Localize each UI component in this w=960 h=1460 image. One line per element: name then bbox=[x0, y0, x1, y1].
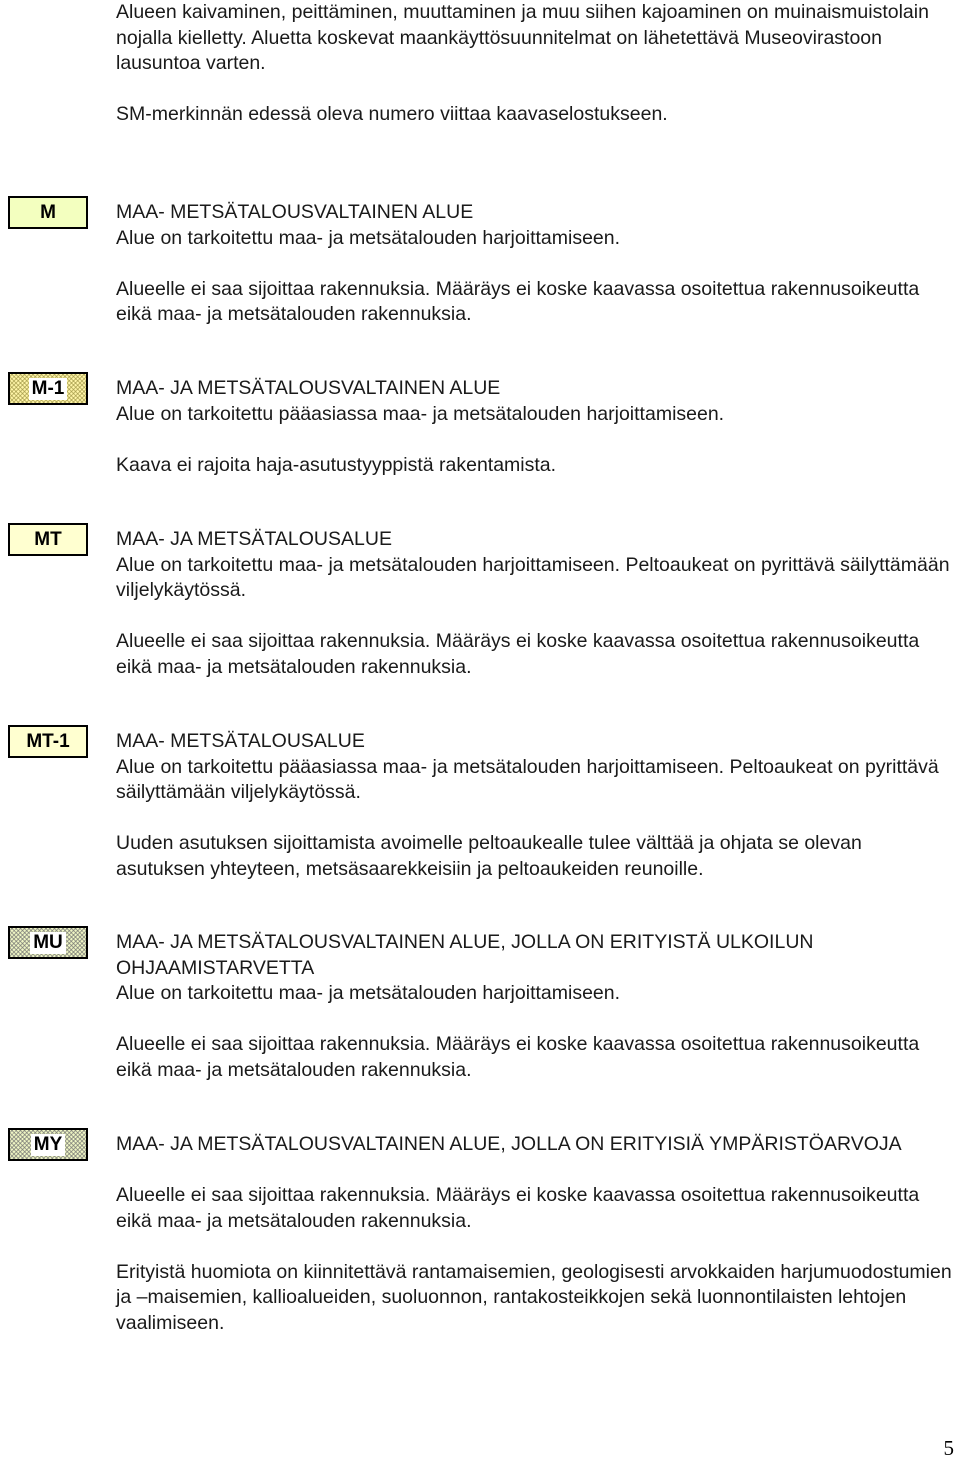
zone-title: MAA- JA METSÄTALOUSALUE bbox=[116, 528, 392, 550]
intro-paragraph: Alueen kaivaminen, peittäminen, muuttaminen ja muu siihen kajoaminen on muinaismuistolain nojalla kielletty. Aluetta koskevat maankäyttösuunnitelmat on lähetettävä Museovirastoon lausuntoa varten. bbox=[116, 1, 929, 74]
zone-note: Erityistä huomiota on kiinnitettävä rantamaisemien, geologisesti arvokkaiden harjumuodostumien ja –maisemien, kallioalueiden, suoluonnon, rantakosteikkojen sekä luonnontilaisten lehtojen vaalimiseen. bbox=[116, 1260, 952, 1334]
zone-note: Alueelle ei saa sijoittaa rakennuksia. Määräys ei koske kaavassa osoitettua rakennusoikeutta eikä maa- ja metsätalouden rakennuksia. bbox=[116, 630, 920, 678]
zone-badge-mt bbox=[8, 523, 88, 556]
zone-section-my bbox=[116, 1132, 956, 1336]
zone-badge-m bbox=[8, 196, 88, 229]
zone-section-mu bbox=[116, 930, 956, 1083]
zone-section-m-1 bbox=[116, 376, 956, 478]
zone-note: Alueelle ei saa sijoittaa rakennuksia. Määräys ei koske kaavassa osoitettua rakennusoikeutta eikä maa- ja metsätalouden rakennuksia. bbox=[116, 1184, 920, 1232]
zone-badge-mu bbox=[8, 926, 88, 959]
zone-title: MAA- JA METSÄTALOUSVALTAINEN ALUE, JOLLA ON ERITYISIÄ YMPÄRISTÖARVOJA bbox=[116, 1133, 902, 1155]
zone-badge-mt-1 bbox=[8, 725, 88, 758]
zone-badge-m-1 bbox=[8, 372, 88, 405]
zone-description: Alue on tarkoitettu pääasiassa maa- ja metsätalouden harjoittamiseen. Peltoaukeat on pyrittävä säilyttämään viljelykäytössä. bbox=[116, 755, 939, 803]
zone-description: Alue on tarkoitettu maa- ja metsätalouden harjoittamiseen. bbox=[116, 982, 621, 1004]
zone-section-mt-1 bbox=[116, 729, 956, 882]
zone-code: MT-1 bbox=[26, 730, 70, 752]
zone-note: Uuden asutuksen sijoittamista avoimelle peltoaukealle tulee välttää ja ohjata se olevan asutuksen yhteyteen, metsäsaarekkeisiin ja peltoaukeiden reunoille. bbox=[116, 832, 862, 880]
zone-note: Kaava ei rajoita haja-asutustyyppistä rakentamista. bbox=[116, 453, 557, 476]
zone-section-mt bbox=[116, 527, 956, 680]
zone-section-m bbox=[116, 200, 956, 328]
zone-title: MAA- JA METSÄTALOUSVALTAINEN ALUE bbox=[116, 377, 501, 399]
intro-block bbox=[116, 0, 956, 128]
zone-note: Alueelle ei saa sijoittaa rakennuksia. Määräys ei koske kaavassa osoitettua rakennusoikeutta eikä maa- ja metsätalouden rakennuksia. bbox=[116, 1033, 920, 1081]
zone-code: MY bbox=[31, 1134, 66, 1156]
zone-title: MAA- JA METSÄTALOUSVALTAINEN ALUE, JOLLA ON ERITYISTÄ ULKOILUN OHJAAMISTARVETTA bbox=[116, 931, 814, 979]
zone-title: MAA- METSÄTALOUSVALTAINEN ALUE bbox=[116, 201, 474, 223]
zone-note: Alueelle ei saa sijoittaa rakennuksia. Määräys ei koske kaavassa osoitettua rakennusoikeutta eikä maa- ja metsätalouden rakennuksia. bbox=[116, 277, 920, 325]
zone-description: Alue on tarkoitettu pääasiassa maa- ja metsätalouden harjoittamiseen. bbox=[116, 402, 725, 425]
zone-description: Alue on tarkoitettu maa- ja metsätalouden harjoittamiseen. Peltoaukeat on pyrittävä säilyttämään viljelykäytössä. bbox=[116, 553, 950, 601]
intro-paragraph: SM-merkinnän edessä oleva numero viittaa kaavaselostukseen. bbox=[116, 103, 668, 125]
zone-description: Alue on tarkoitettu maa- ja metsätalouden harjoittamiseen. bbox=[116, 226, 621, 249]
zone-code: MU bbox=[30, 932, 66, 954]
zone-badge-my bbox=[8, 1128, 88, 1161]
zone-title: MAA- METSÄTALOUSALUE bbox=[116, 730, 365, 752]
zone-code: MT bbox=[34, 528, 62, 550]
zone-code: M bbox=[40, 201, 56, 223]
zone-code: M-1 bbox=[29, 378, 68, 400]
page-number: 5 bbox=[943, 1436, 954, 1460]
